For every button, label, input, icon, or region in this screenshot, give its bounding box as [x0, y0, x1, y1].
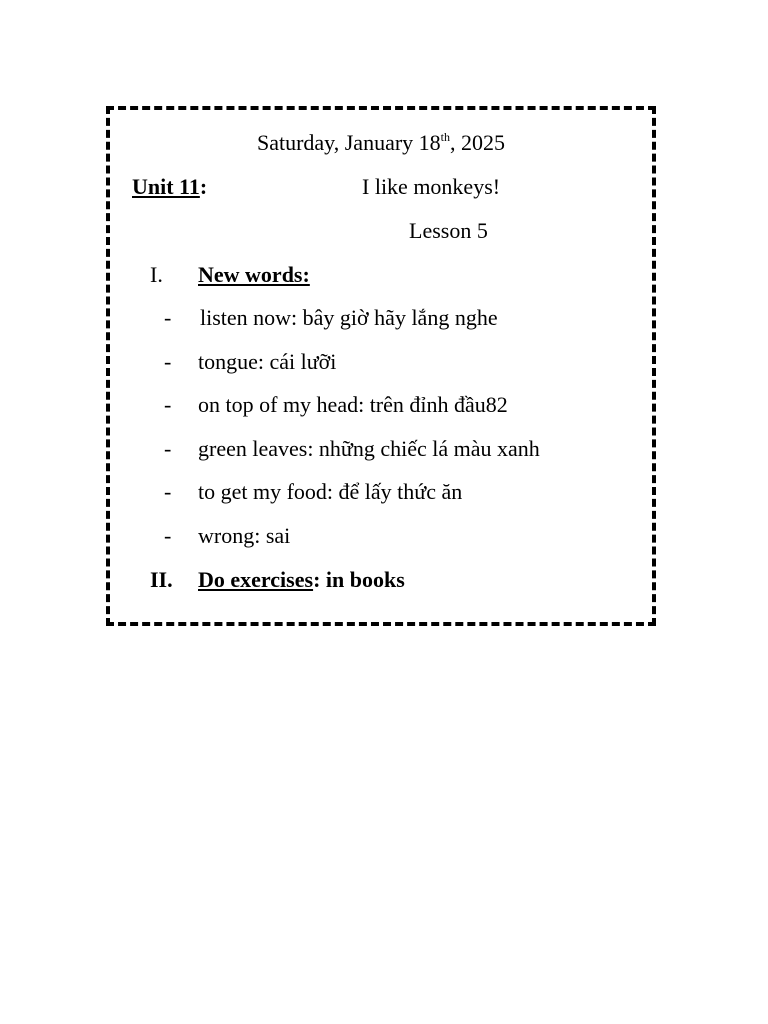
vocab-item-5: to get my food: để lấy thức ăn	[198, 479, 463, 504]
date-text: Saturday, January 18	[256, 130, 441, 155]
bullet-dash: -	[164, 392, 172, 417]
bullet-dash: -	[164, 523, 172, 548]
unit-title: I like monkeys!	[362, 174, 501, 199]
date-line	[110, 130, 652, 156]
unit-colon: :	[199, 174, 208, 199]
lesson-box	[106, 106, 656, 626]
section-1-number: I.	[150, 262, 163, 287]
section-1-title: New words:	[198, 262, 310, 287]
date-year: , 2025	[450, 130, 506, 155]
bullet-dash: -	[164, 305, 172, 330]
section-2-title: Do exercises	[198, 567, 314, 592]
vocab-item-6: wrong: sai	[198, 523, 291, 548]
lesson-number: Lesson 5	[409, 218, 488, 243]
bullet-dash: -	[164, 349, 172, 374]
section-2-suffix: : in books	[313, 567, 405, 592]
date-ordinal-suffix: th	[440, 130, 451, 144]
vocab-item-2: tongue: cái lưỡi	[198, 349, 337, 374]
vocab-item-3: on top of my head: trên đỉnh đầu82	[198, 392, 508, 417]
vocab-item-4: green leaves: những chiếc lá màu xanh	[198, 436, 540, 461]
bullet-dash: -	[164, 479, 172, 504]
unit-label-line	[132, 174, 207, 200]
bullet-dash: -	[164, 436, 172, 461]
vocab-item-1: listen now: bây giờ hãy lắng nghe	[200, 305, 498, 330]
section-2-number: II.	[150, 567, 173, 592]
section-2-line	[198, 567, 405, 593]
unit-label: Unit 11	[132, 174, 200, 199]
